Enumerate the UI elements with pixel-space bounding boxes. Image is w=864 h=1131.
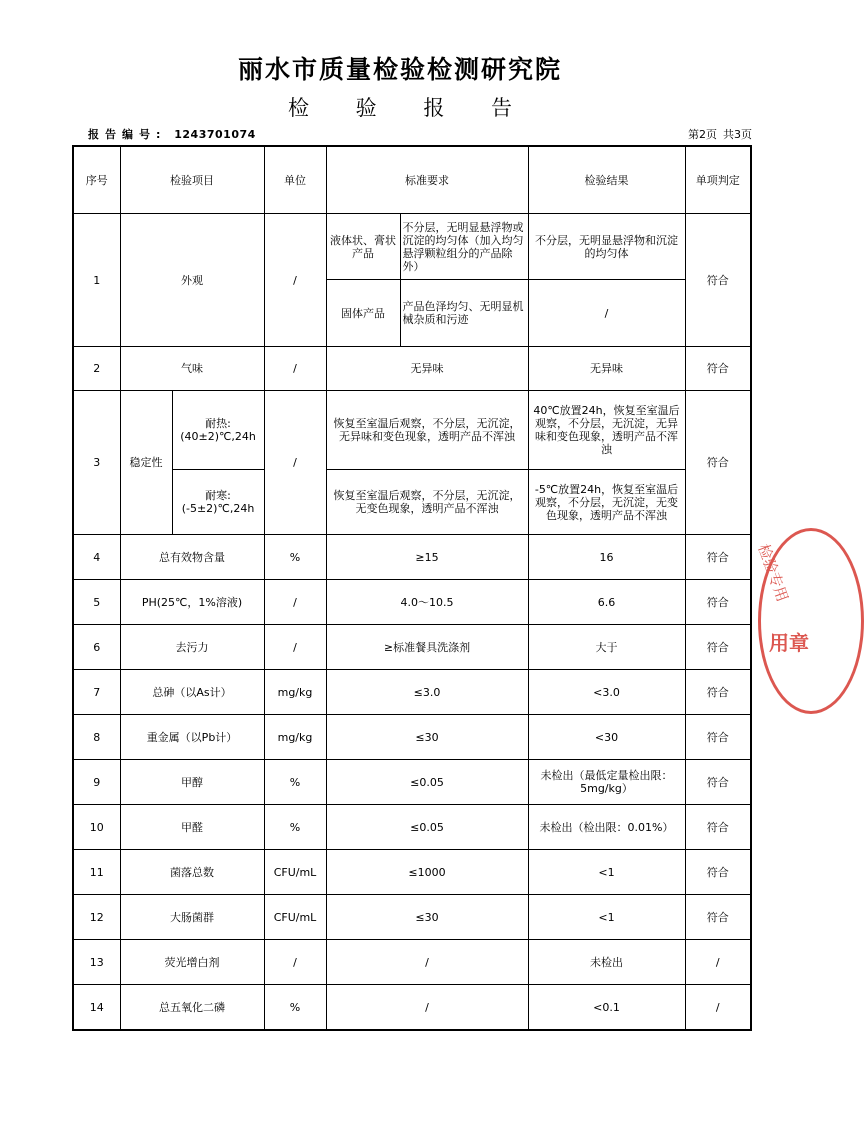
row-result: -5℃放置24h，恢复至室温后观察，不分层，无沉淀，无变色现象，透明产品不浑浊 <box>528 470 685 535</box>
row-item: PH(25℃，1%溶液) <box>120 580 264 625</box>
row-requirement: / <box>326 985 528 1031</box>
row-unit: CFU/mL <box>264 850 326 895</box>
col-header-item: 检验项目 <box>120 146 264 214</box>
row-item: 甲醇 <box>120 760 264 805</box>
institute-title: 丽水市质量检验检测研究院 <box>237 55 562 84</box>
row-verdict: 符合 <box>685 580 751 625</box>
row-requirement: 恢复至室温后观察，不分层，无沉淀，无变色现象，透明产品不浑浊 <box>326 470 528 535</box>
row-item: 总有效物含量 <box>120 535 264 580</box>
row-result: / <box>528 280 685 347</box>
row-no: 7 <box>73 670 120 715</box>
inspection-table <box>72 145 752 1031</box>
row-result: 未检出（最低定量检出限：5mg/kg） <box>528 760 685 805</box>
row-requirement: 无异味 <box>326 347 528 391</box>
document-title: 检 验 报 告 <box>287 96 533 120</box>
row-unit: % <box>264 805 326 850</box>
row-verdict: / <box>685 940 751 985</box>
col-header-no: 序号 <box>73 146 120 214</box>
row-requirement: / <box>326 940 528 985</box>
row-no: 5 <box>73 580 120 625</box>
row-verdict: 符合 <box>685 850 751 895</box>
row-verdict: 符合 <box>685 895 751 940</box>
row-unit: mg/kg <box>264 715 326 760</box>
row-unit: mg/kg <box>264 670 326 715</box>
row-unit: / <box>264 580 326 625</box>
row-requirement: ≤0.05 <box>326 760 528 805</box>
table-row <box>73 580 751 625</box>
row-condition: 耐热:(40±2)℃,24h <box>172 391 264 470</box>
row-result: 未检出（检出限：0.01%） <box>528 805 685 850</box>
table-row <box>73 850 751 895</box>
table-row <box>73 391 751 470</box>
row-result: <1 <box>528 895 685 940</box>
page-total: 共3页 <box>723 128 752 141</box>
official-seal-stamp <box>754 528 864 714</box>
row-verdict: 符合 <box>685 391 751 535</box>
table-row <box>73 940 751 985</box>
row-verdict: 符合 <box>685 535 751 580</box>
row-unit: % <box>264 760 326 805</box>
row-item: 外观 <box>120 214 264 347</box>
table-row <box>73 670 751 715</box>
report-number-value: 1243701074 <box>174 128 256 141</box>
row-result: 不分层，无明显悬浮物和沉淀的均匀体 <box>528 214 685 280</box>
table-row <box>73 805 751 850</box>
row-verdict: 符合 <box>685 670 751 715</box>
row-item: 去污力 <box>120 625 264 670</box>
row-requirement: 产品色泽均匀、无明显机械杂质和污迹 <box>400 280 528 347</box>
row-item: 荧光增白剂 <box>120 940 264 985</box>
row-unit: % <box>264 985 326 1031</box>
row-verdict: 符合 <box>685 347 751 391</box>
row-item: 甲醛 <box>120 805 264 850</box>
row-requirement: ≤30 <box>326 715 528 760</box>
col-header-result: 检验结果 <box>528 146 685 214</box>
row-item: 总砷（以As计） <box>120 670 264 715</box>
table-row <box>73 895 751 940</box>
row-requirement: ≤30 <box>326 895 528 940</box>
stamp-text-main: 用章 <box>769 631 809 655</box>
table-header-row <box>73 146 751 214</box>
row-result: 未检出 <box>528 940 685 985</box>
row-no: 12 <box>73 895 120 940</box>
row-requirement: ≤1000 <box>326 850 528 895</box>
row-result: <0.1 <box>528 985 685 1031</box>
row-result: 大于 <box>528 625 685 670</box>
row-no: 11 <box>73 850 120 895</box>
row-no: 13 <box>73 940 120 985</box>
row-requirement: ≥标准餐具洗涤剂 <box>326 625 528 670</box>
row-result: 16 <box>528 535 685 580</box>
table-row <box>73 760 751 805</box>
page-info <box>688 126 752 142</box>
col-header-requirement: 标准要求 <box>326 146 528 214</box>
row-unit: CFU/mL <box>264 895 326 940</box>
col-header-unit: 单位 <box>264 146 326 214</box>
row-no: 1 <box>73 214 120 347</box>
row-unit: / <box>264 347 326 391</box>
row-verdict: / <box>685 985 751 1031</box>
row-item: 菌落总数 <box>120 850 264 895</box>
table-row <box>73 535 751 580</box>
row-verdict: 符合 <box>685 760 751 805</box>
row-unit: / <box>264 940 326 985</box>
col-header-verdict: 单项判定 <box>685 146 751 214</box>
table-row <box>73 625 751 670</box>
row-requirement: ≤3.0 <box>326 670 528 715</box>
row-result: <30 <box>528 715 685 760</box>
stamp-text-top: 检验专用 <box>754 541 792 605</box>
row-item: 气味 <box>120 347 264 391</box>
report-number-label: 报告编号: <box>88 128 167 141</box>
row-no: 4 <box>73 535 120 580</box>
row-result: 6.6 <box>528 580 685 625</box>
table-row <box>73 214 751 280</box>
row-no: 2 <box>73 347 120 391</box>
page-number: 第2页 <box>688 128 717 141</box>
table-row <box>73 985 751 1031</box>
row-result: 无异味 <box>528 347 685 391</box>
row-no: 10 <box>73 805 120 850</box>
row-unit: / <box>264 625 326 670</box>
row-requirement: 不分层，无明显悬浮物或沉淀的均匀体（加入均匀悬浮颗粒组分的产品除外） <box>400 214 528 280</box>
row-result: 40℃放置24h，恢复至室温后观察，不分层，无沉淀，无异味和变色现象，透明产品不浑浊 <box>528 391 685 470</box>
row-requirement: 恢复至室温后观察，不分层，无沉淀，无异味和变色现象，透明产品不浑浊 <box>326 391 528 470</box>
row-result: <3.0 <box>528 670 685 715</box>
row-unit: % <box>264 535 326 580</box>
row-requirement: ≤0.05 <box>326 805 528 850</box>
table-row <box>73 715 751 760</box>
row-result: <1 <box>528 850 685 895</box>
row-condition: 固体产品 <box>326 280 400 347</box>
row-requirement: ≥15 <box>326 535 528 580</box>
row-item: 重金属（以Pb计） <box>120 715 264 760</box>
row-verdict: 符合 <box>685 715 751 760</box>
row-condition: 液体状、膏状产品 <box>326 214 400 280</box>
row-unit: / <box>264 214 326 347</box>
row-no: 14 <box>73 985 120 1031</box>
row-no: 3 <box>73 391 120 535</box>
row-item: 总五氧化二磷 <box>120 985 264 1031</box>
table-subrow <box>73 470 751 535</box>
row-unit: / <box>264 391 326 535</box>
row-no: 9 <box>73 760 120 805</box>
row-requirement: 4.0～10.5 <box>326 580 528 625</box>
row-no: 6 <box>73 625 120 670</box>
row-condition: 耐寒:(-5±2)℃,24h <box>172 470 264 535</box>
row-item: 稳定性 <box>120 391 172 535</box>
row-item: 大肠菌群 <box>120 895 264 940</box>
report-number <box>88 126 256 142</box>
row-verdict: 符合 <box>685 625 751 670</box>
row-no: 8 <box>73 715 120 760</box>
row-verdict: 符合 <box>685 214 751 347</box>
row-verdict: 符合 <box>685 805 751 850</box>
table-row <box>73 347 751 391</box>
